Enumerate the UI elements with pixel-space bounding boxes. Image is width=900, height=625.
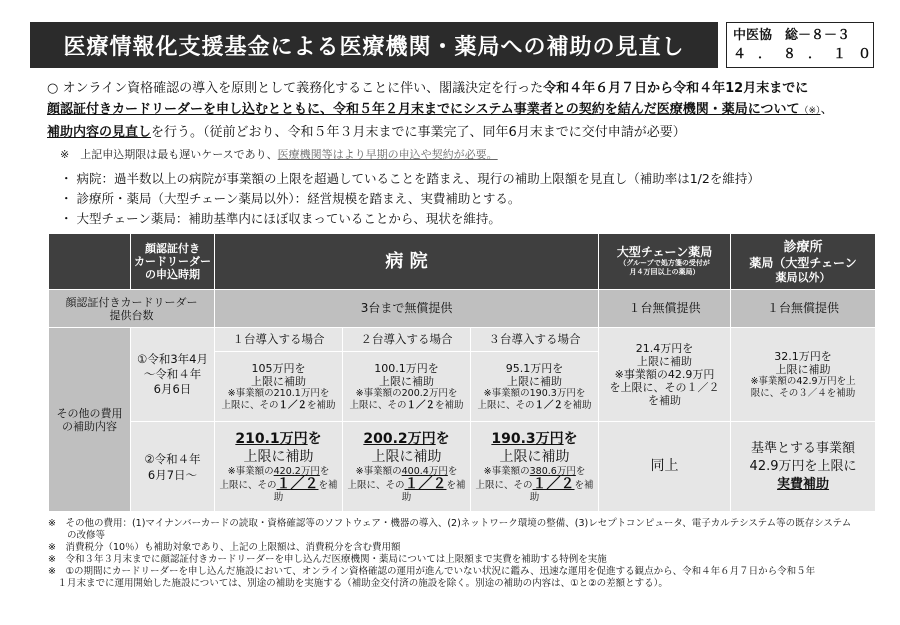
intro-dates: 令和４年６月７日から令和４年12月末までに (543, 81, 809, 96)
document-id-line2: ４．８．１０ (733, 47, 884, 62)
footnote-3: ※ 令和３年３月末までに顔認証付きカードリーダーを申し込んだ医療機関・薬局については上限額まで実費を補助する特例を実施 (48, 554, 607, 565)
bullet-list (60, 169, 760, 229)
subheader-1-unit: １台導入する場合 (215, 328, 343, 352)
intro-condition: 顔認証付きカードリーダーを申し込むとともに、令和５年２月末までにシステム事業者との契約を結んだ (47, 102, 657, 117)
intro-marker: ○ (47, 81, 59, 96)
footnote-4: ※ ①の期間にカードリーダーを申し込んだ施設において、オンライン資格確認の運用が進んでいない状況に鑑み、迅速な運用を促進する観点から、令和４年６月７日から令和５年 (48, 566, 816, 577)
period1-hospital-3-units: 95.1万円を 上限に補助 ※事業額の190.3万円を 上限に、その１／２を補助 (471, 352, 599, 422)
deadline-note (60, 146, 498, 162)
subsidy-table (48, 233, 876, 512)
period1-chain-cell: 21.4万円を 上限に補助 ※事業額の42.9万円 を上限に、その１／２ を補助 (599, 328, 731, 422)
hospital-reader-count: 3台まで無償提供 (215, 290, 599, 328)
clinic-reader-count: １台無償提供 (731, 290, 876, 328)
footnote-1: ※ その他の費用：(1)マイナンバーカードの読取・資格確認等のソフトウェア・機器の導入、(2)ネットワーク環境の整備、(3)レセプトコンピュータ、電子カルテシステム等の既存システム (48, 518, 852, 529)
intro-text-3: を行う。（従前どおり、令和５年３月末までに事業完了、同年6月末までに交付申請が必要） (151, 125, 686, 140)
period2-hospital-3-units: 190.3万円を 上限に補助 ※事業額の380.6万円を 上限に、その１／２を補助 (471, 422, 599, 512)
period2-label: ②令和４年 6月7日～ (131, 422, 215, 512)
footnote-4-cont: １月末までに運用開始した施設については、別途の補助を実施する（補助金交付済の施設を除く。別途の補助の内容は、①と②の差額とする）。 (48, 578, 668, 589)
row-reader-count-label: 顔認証付きカードリーダー 提供台数 (49, 290, 215, 328)
period1-hospital-1-unit: 105万円を 上限に補助 ※事業額の210.1万円を 上限に、その１／２を補助 (215, 352, 343, 422)
subheader-3-units: ３台導入する場合 (471, 328, 599, 352)
deadline-note-underlined: 医療機関等はより早期の申込や契約が必要。 (277, 148, 498, 161)
subheader-2-units: ２台導入する場合 (343, 328, 471, 352)
header-clinic-pharmacy: 診療所 薬局（大型チェーン 薬局以外） (731, 234, 876, 290)
footnote-1-cont: の改修等 (48, 530, 106, 541)
document-id-box (726, 22, 884, 68)
chain-reader-count: １台無償提供 (599, 290, 731, 328)
deadline-note-text: ※ 上記申込期限は最も遅いケースであり、 (60, 148, 278, 161)
period2-clinic-cell: 基準とする事業額 42.9万円を上限に 実費補助 (731, 422, 876, 512)
bullet-clinic: ・ 診療所・薬局（大型チェーン薬局以外）：経営規模を踏まえ、実費補助とする。 (60, 191, 521, 206)
intro-note-mark: （※） (799, 106, 821, 116)
bullet-hospital: ・ 病院：過半数以上の病院が事業額の上限を超過していることを踏まえ、現行の補助上限額を見直し（補助率は1/2を維持） (60, 171, 760, 186)
page-title: 医療情報化支援基金による医療機関・薬局への補助の見直し (30, 22, 718, 68)
header-application-period: 顔認証付き カードリーダー の申込時期 (131, 234, 215, 290)
document-id-line1: 中医協 総－８－３ (733, 28, 851, 43)
header-chain-pharmacy: 大型チェーン薬局 （グループで処方箋の受付が 月４万回以上の薬局） (599, 234, 731, 290)
footnotes (48, 518, 876, 590)
bullet-chain: ・ 大型チェーン薬局：補助基準内にほぼ収まっていることから、現状を維持。 (60, 211, 501, 226)
intro-revision: 補助内容の見直し (47, 125, 152, 140)
period1-label: ①令和3年4月 ～令和４年 6月6日 (131, 328, 215, 422)
intro-text-1: オンライン資格確認の導入を原則として義務化することに伴い、閣議決定を行った (62, 81, 544, 96)
footnote-2: ※ 消費税分（10％）も補助対象であり、上記の上限額は、消費税分を含む費用額 (48, 542, 401, 553)
intro-target: 医療機関・薬局について (656, 102, 800, 117)
period2-hospital-1-unit: 210.1万円を 上限に補助 ※事業額の420.2万円を 上限に、その１／２を補助 (215, 422, 343, 512)
period2-chain-cell: 同上 (599, 422, 731, 512)
period2-hospital-2-units: 200.2万円を 上限に補助 ※事業額の400.4万円を 上限に、その１／２を補助 (343, 422, 471, 512)
period1-clinic-cell: 32.1万円を 上限に補助 ※事業額の42.9万円を上 限に、その３／４を補助 (731, 328, 876, 422)
header-hospital: 病 院 (215, 234, 599, 290)
period1-hospital-2-units: 100.1万円を 上限に補助 ※事業額の200.2万円を 上限に、その１／２を補助 (343, 352, 471, 422)
intro-paragraph: ○ オンライン資格確認の導入を原則として義務化することに伴い、閣議決定を行った令和４年６月７日から令和４年12月末までに 顔認証付きカードリーダーを申し込むとともに、令和５年２月末までにシステム事業者との契約を結んだ医療機関・薬局について（※）、 補助内容の見直しを行う。（従前どおり、令和５年３月末までに事業完了、同年6月末までに交付申請が必要） (47, 81, 834, 140)
other-costs-label: その他の費用 の補助内容 (49, 328, 131, 512)
